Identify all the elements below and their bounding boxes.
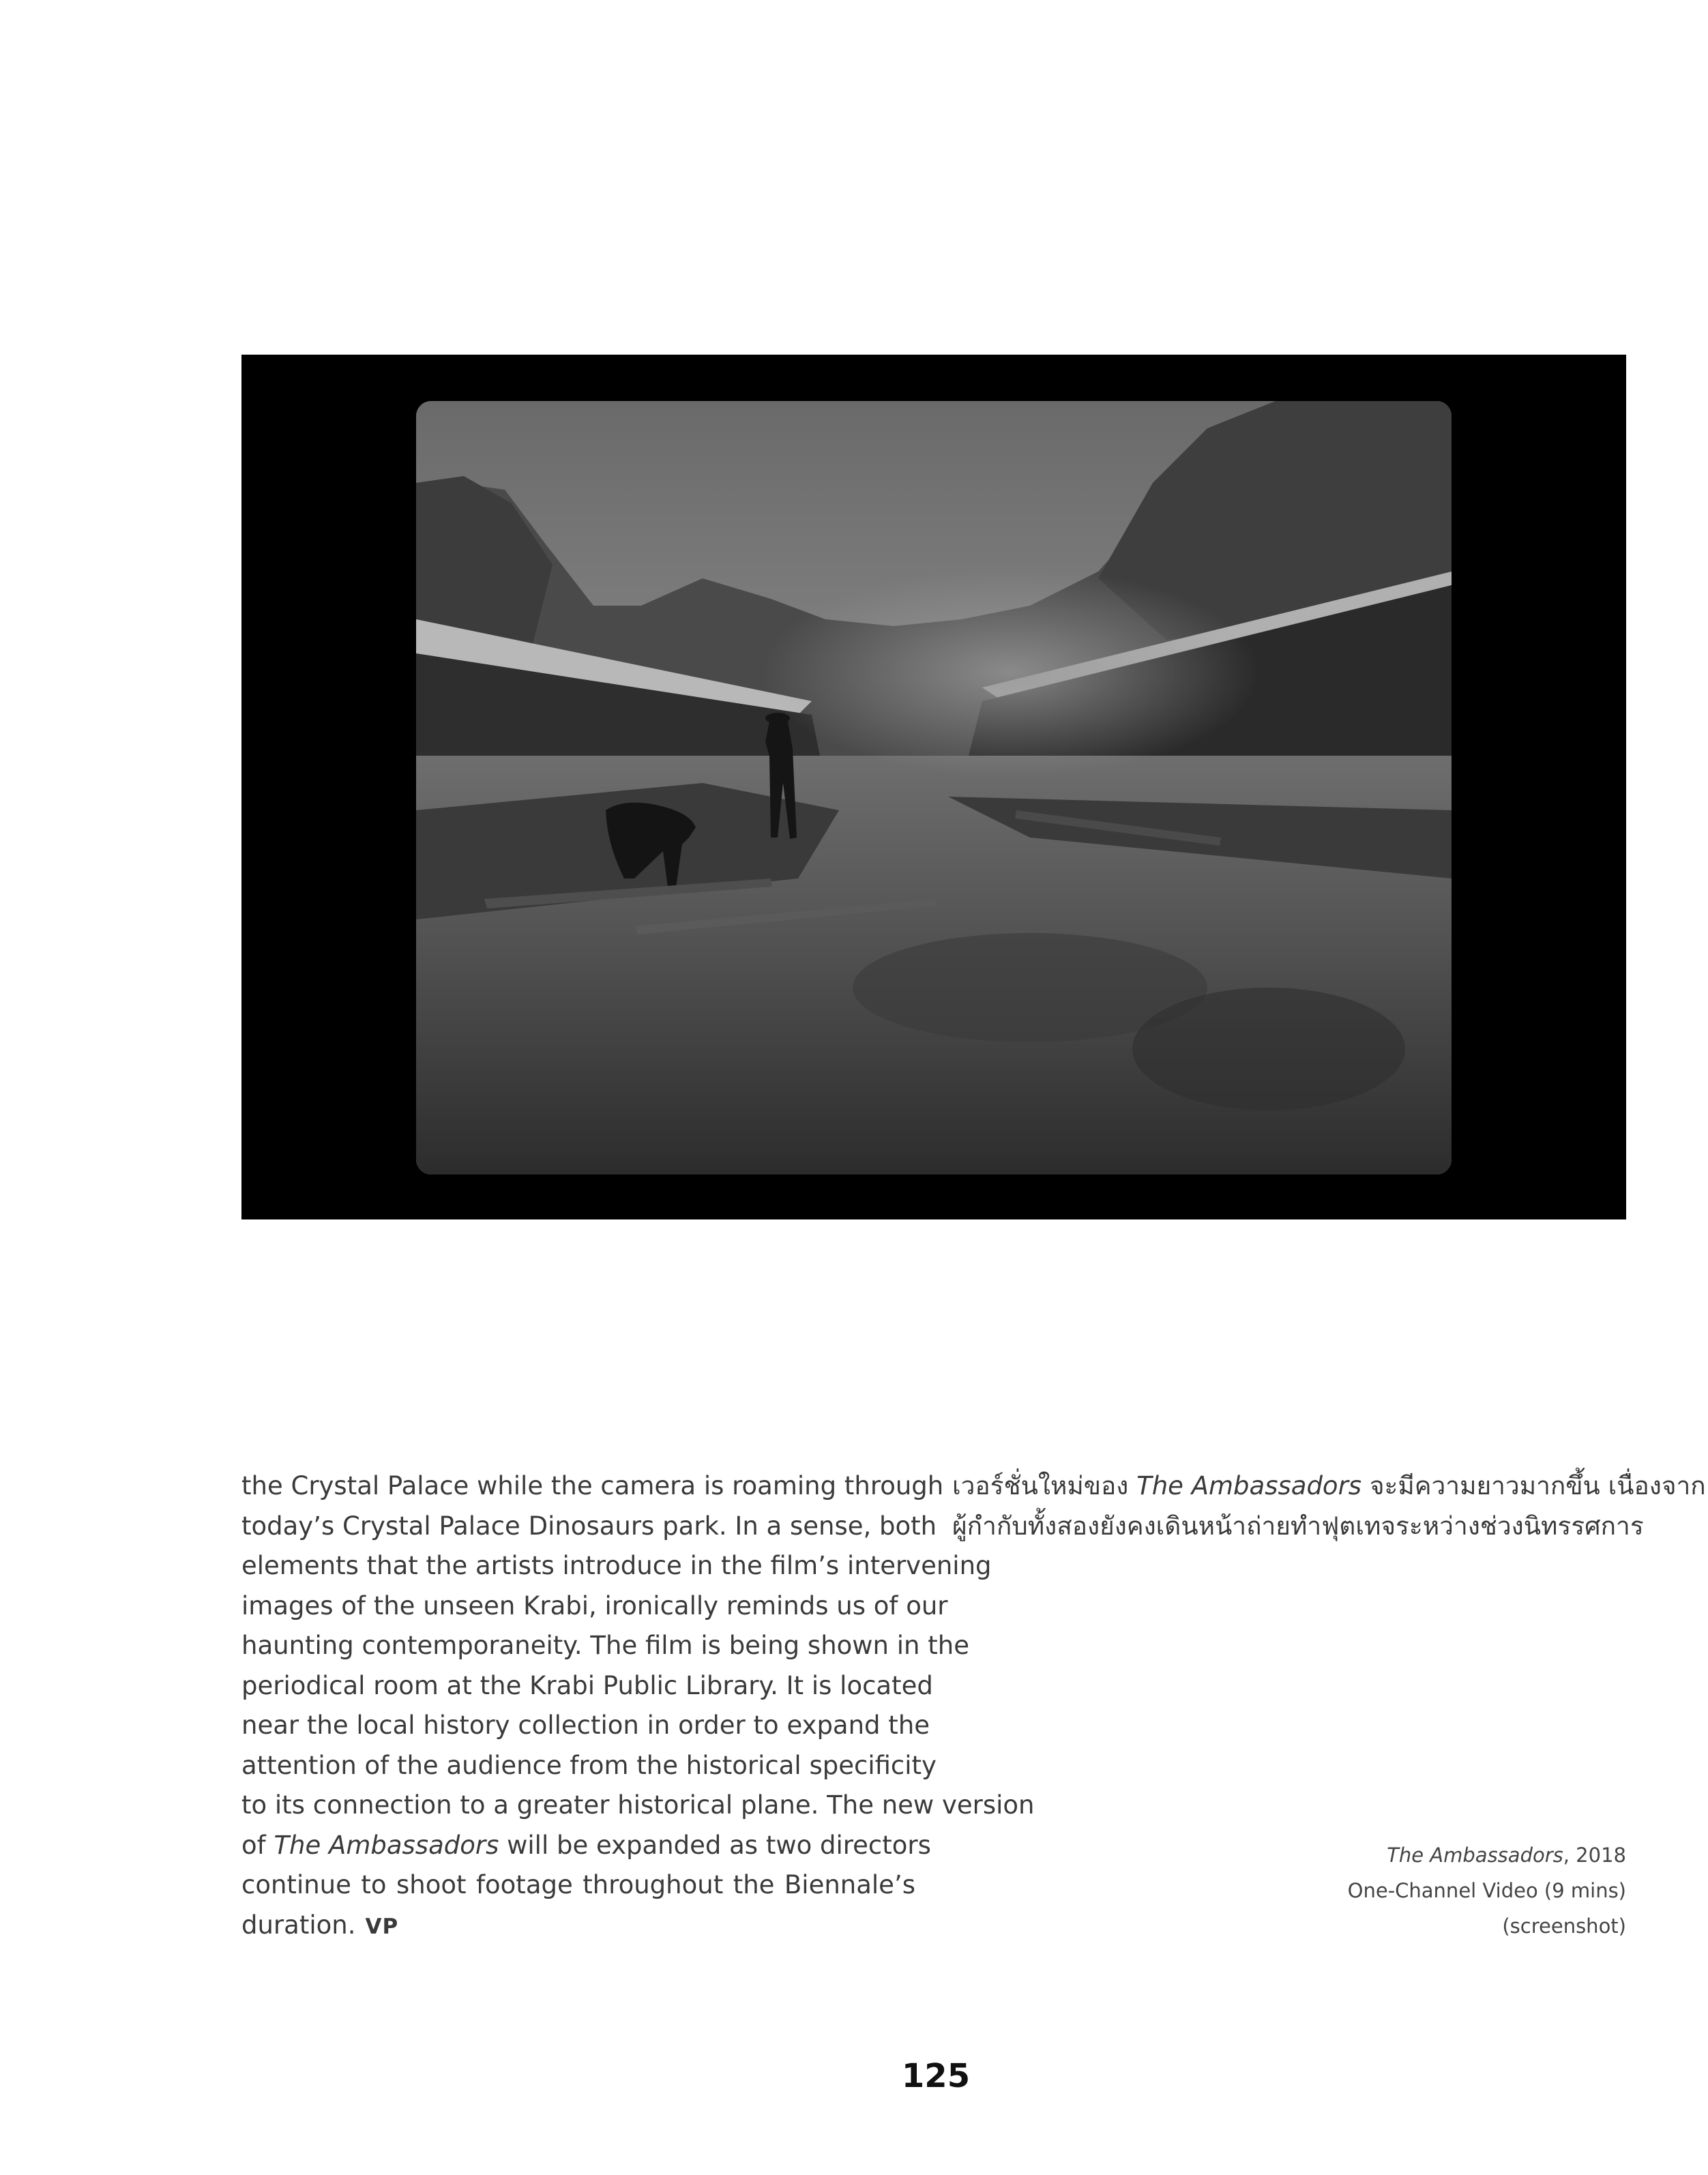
body-line: haunting contemporaneity. The film is being shown in the (241, 1631, 969, 1660)
film-still-image (416, 401, 1452, 1174)
work-title-italic: The Ambassadors (274, 1830, 499, 1860)
body-line: elements that the artists introduce in the film’s intervening (241, 1551, 992, 1580)
body-line-last (241, 1906, 915, 1946)
work-title-italic: The Ambassadors (1136, 1471, 1362, 1500)
author-initials: VP (365, 1914, 399, 1939)
figure-caption (1080, 1837, 1626, 1944)
body-line: continue to shoot footage throughout the Biennale’s (241, 1870, 915, 1899)
body-text-left-column (241, 1466, 1035, 1945)
body-text-right-column (952, 1466, 1706, 1546)
caption-medium: One-Channel Video (9 mins) (1347, 1879, 1626, 1902)
body-line-text: of (241, 1830, 274, 1860)
caption-year: , 2018 (1563, 1844, 1626, 1867)
thai-line: ผู้กำกับทั้งสองยังคงเดินหน้าถ่ายทำฟุตเทจระหว่างช่วงนิทรรศการ (952, 1511, 1644, 1541)
thai-text: เวอร์ชั่นใหม่ของ (952, 1471, 1137, 1500)
body-line-with-title (241, 1826, 931, 1866)
film-still-svg (416, 401, 1452, 1174)
body-line: today’s Crystal Palace Dinosaurs park. In a sense, both (241, 1511, 937, 1541)
body-line: the Crystal Palace while the camera is roaming through (241, 1471, 944, 1500)
body-line: attention of the audience from the historical specificity (241, 1750, 937, 1780)
thai-line (952, 1466, 1706, 1507)
page-number: 125 (901, 2057, 971, 2095)
thai-text: จะมีความยาวมากขึ้น เนื่องจาก (1361, 1471, 1706, 1500)
body-line: to its connection to a greater historical plane. The new version (241, 1790, 1035, 1820)
figure-frame (241, 355, 1626, 1219)
body-line-text: duration. (241, 1910, 356, 1940)
body-line-text: will be expanded as two directors (499, 1830, 931, 1860)
caption-title: The Ambassadors (1387, 1844, 1563, 1867)
body-line: near the local history collection in order to expand the (241, 1711, 930, 1740)
body-line: periodical room at the Krabi Public Library. It is located (241, 1670, 933, 1700)
caption-note: (screenshot) (1502, 1914, 1626, 1938)
caption-title-line (1080, 1837, 1626, 1873)
body-line: images of the unseen Krabi, ironically reminds us of our (241, 1590, 948, 1621)
